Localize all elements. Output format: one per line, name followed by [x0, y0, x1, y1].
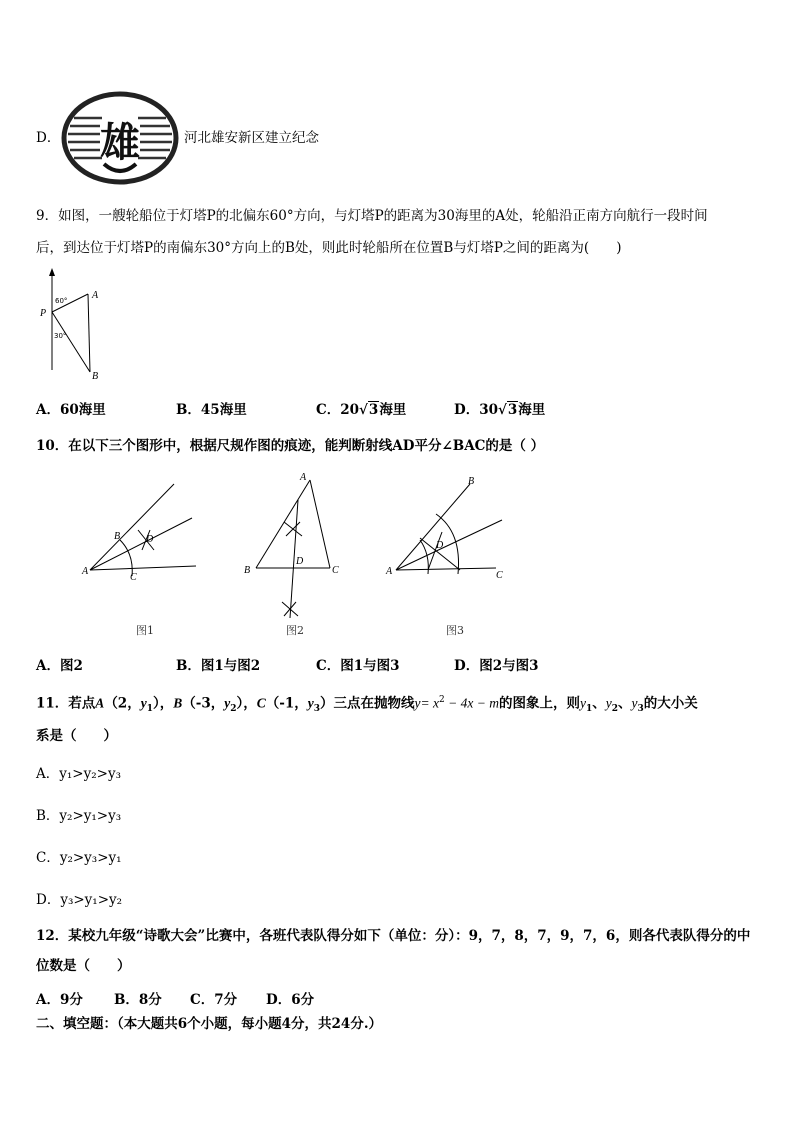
q11-option-b: B．y₂>y₁>y₃: [36, 808, 122, 824]
svg-text:B: B: [114, 531, 121, 542]
q11-option-d: D．y₃>y₁>y₂: [36, 892, 123, 908]
q9-stem-line2: 后，到达位于灯塔P的南偏东30°方向上的B处，则此时轮船所在位置B与灯塔P之间的距离为( ): [36, 240, 622, 256]
q11-option-c: C．y₂>y₃>y₁: [36, 850, 122, 866]
q10-option-b: B．图1与图2: [176, 658, 261, 674]
q12-stem-line1: 12．某校九年级“诗歌大会”比赛中，各班代表队得分如下（单位：分）：9，7，8，7，9，7，6，则各代表队得分的中: [36, 928, 751, 944]
svg-text:雄: 雄: [100, 120, 140, 166]
svg-text:D: D: [436, 540, 444, 551]
q10-option-d: D．图2与图3: [454, 658, 539, 674]
svg-text:A: A: [386, 566, 393, 577]
sqrt-icon: √3: [498, 402, 518, 418]
q9-angle-60: 60°: [55, 297, 68, 305]
q10-option-c: C．图1与图3: [316, 658, 400, 674]
svg-text:B: B: [468, 476, 475, 487]
q12-option-d: D．6分: [266, 992, 315, 1008]
q9-option-d-prefix: D．30: [454, 402, 498, 418]
q9-option-c: C．20√3海里: [316, 402, 407, 418]
q10-option-a: A．图2: [36, 658, 83, 674]
q12-option-a: A．9分: [36, 992, 83, 1008]
svg-text:A: A: [82, 566, 89, 577]
q9-option-c-prefix: C．20: [316, 402, 360, 418]
sqrt-icon: √3: [359, 402, 379, 418]
svg-text:A: A: [300, 472, 307, 483]
q10-figure-2: [240, 470, 350, 620]
q10-figure-1: [80, 480, 210, 580]
q12-option-c: C．7分: [190, 992, 238, 1008]
q10-figure-3: [384, 470, 514, 580]
q9-figure: [36, 266, 116, 386]
q8-option-d-letter: D．: [36, 130, 61, 146]
q9-option-a: A．60海里: [36, 402, 106, 418]
svg-text:C: C: [130, 572, 137, 580]
svg-text:D: D: [296, 556, 304, 567]
q9-option-b: B．45海里: [176, 402, 247, 418]
q10-fig2-caption: 图2: [286, 624, 304, 637]
q9-option-d: D．30√3海里: [454, 402, 546, 418]
q10-stem: 10．在以下三个图形中，根据尺规作图的痕迹，能判断射线AD平分∠BAC的是（ ）: [36, 438, 545, 454]
q12-stem-line2: 位数是（ ）: [36, 958, 131, 974]
q11-option-a: A．y₁>y₂>y₃: [36, 766, 121, 782]
xiongan-commemorative-logo: [60, 90, 180, 186]
q8-option-d-caption: 河北雄安新区建立纪念: [184, 130, 319, 146]
svg-text:B: B: [244, 565, 251, 576]
svg-text:D: D: [146, 534, 154, 545]
q11-stem-line2: 系是（ ）: [36, 728, 117, 744]
section-2-heading: 二、填空题：（本大题共6个小题，每小题4分，共24分.）: [36, 1016, 383, 1032]
q12-option-b: B．8分: [114, 992, 162, 1008]
q11-stem-line1: 11．若点A（2，$y_1$），B（-3，$y_2$），C（-1，$y_3$）三点在抛物线$y= x^2 - 4x - m$的图象上，则$y_1$、$y_2$、$y_3$的大小关: [36, 695, 698, 715]
q10-fig3-caption: 图3: [446, 624, 464, 637]
svg-text:C: C: [332, 565, 339, 576]
q9-angle-30: 30°: [54, 332, 67, 340]
q9-stem-line1: 9．如图，一艘轮船位于灯塔P的北偏东60°方向，与灯塔P的距离为30海里的A处，轮船沿正南方向航行一段时间: [36, 208, 708, 224]
svg-text:C: C: [496, 570, 503, 580]
q10-fig1-caption: 图1: [136, 624, 154, 637]
q9-label-p: P: [40, 308, 47, 319]
q9-label-b: B: [92, 371, 99, 382]
north-arrow-icon: [49, 268, 55, 276]
q9-label-a: A: [92, 290, 99, 301]
